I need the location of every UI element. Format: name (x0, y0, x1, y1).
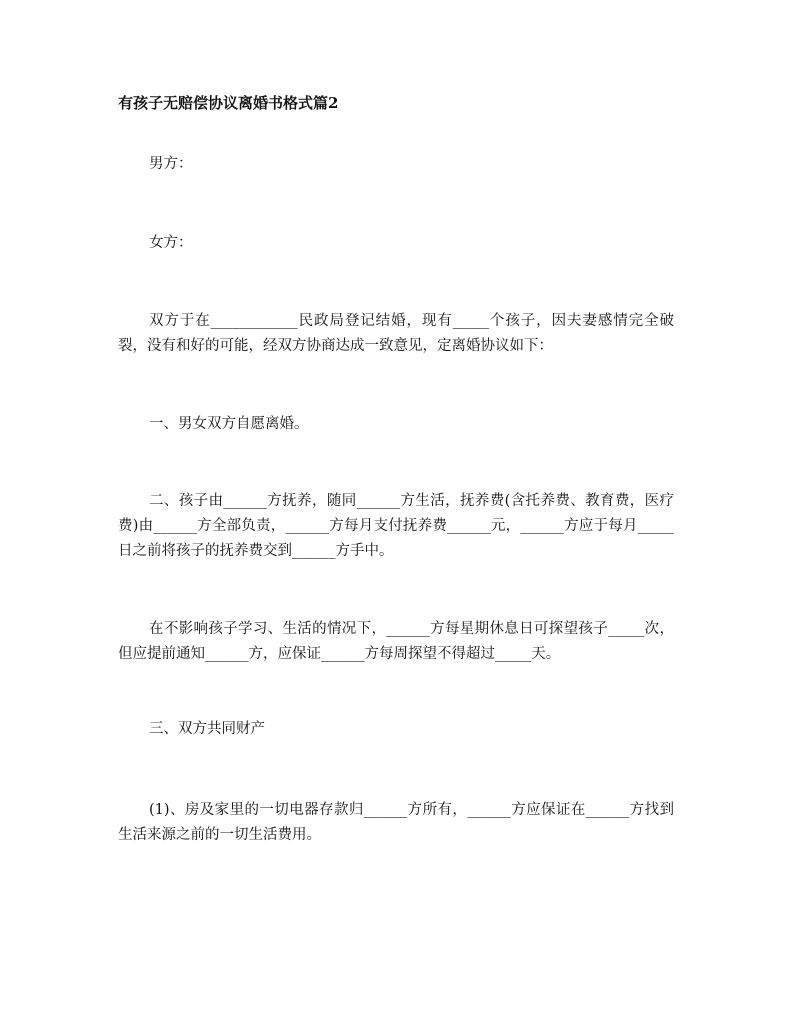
male-party-label: 男方： (149, 156, 193, 172)
document-title: 有孩子无赔偿协议离婚书格式篇2 (118, 94, 339, 112)
female-party-label: 女方： (149, 235, 193, 251)
marriage-statement-paragraph: 双方于在____________民政局登记结婚，现有_____个孩子，因夫妻感情完全破裂，没有和好的可能，经双方协商达成一致意见，定离婚协议如下： (118, 313, 674, 354)
clause-child-custody: 二、孩子由______方抚养，随同______方生活，抚养费(含托养费、教育费，医疗费)由______方全部负责，______方每月支付抚养费______元，______方应于每月_____日之前将孩子的抚养费交到______方手中。 (118, 493, 674, 559)
clause-voluntary-divorce: 一、男女双方自愿离婚。 (149, 416, 309, 432)
clause-property-item-1: (1)、房及家里的一切电器存款归______方所有，______方应保证在______方找到生活来源之前的一切生活费用。 (118, 802, 674, 843)
clause-visitation: 在不影响孩子学习、生活的情况下，______方每星期休息日可探望孩子_____次，但应提前通知______方，应保证______方每周探望不得超过_____天。 (118, 621, 674, 662)
section-joint-property: 三、双方共同财产 (149, 721, 265, 737)
